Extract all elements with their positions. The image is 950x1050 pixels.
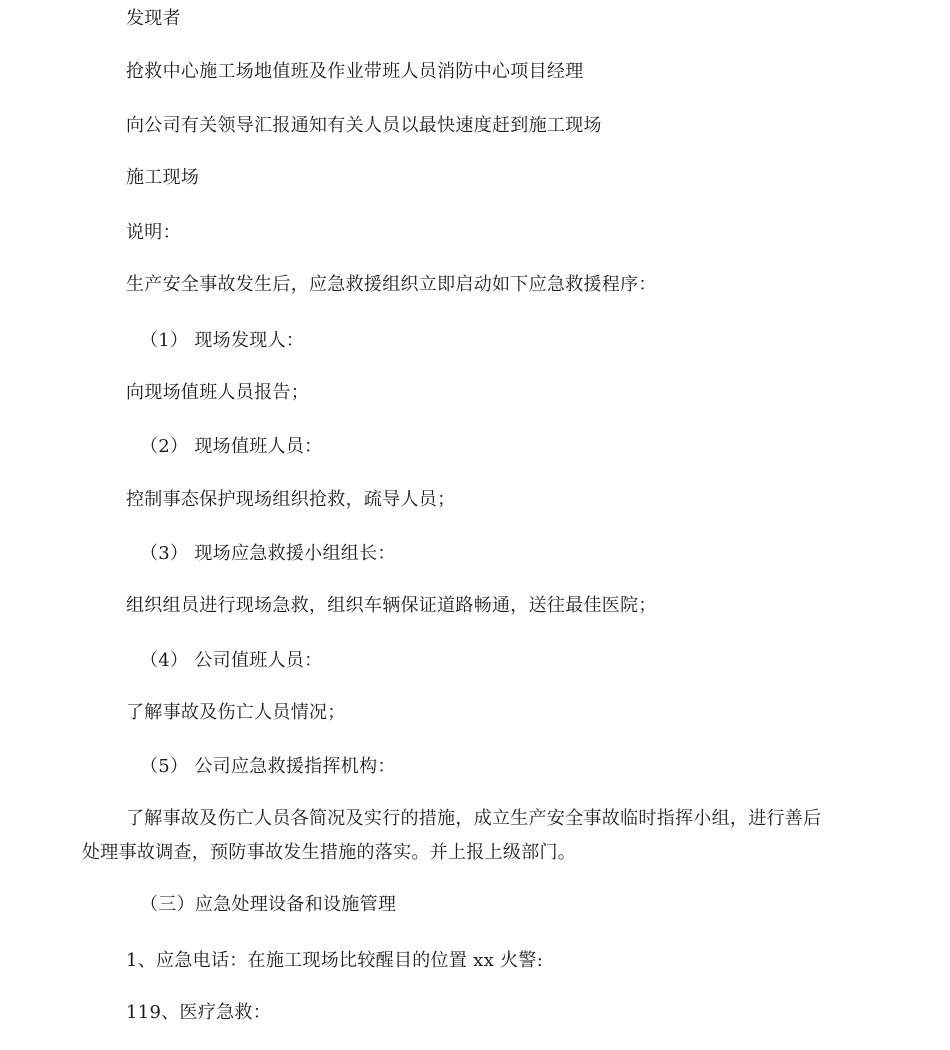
text-line: 发现者 (126, 8, 181, 29)
text-line: 向公司有关领导汇报通知有关人员以最快速度赶到施工现场 (126, 115, 602, 136)
text-line: 了解事故及伤亡人员各简况及实行的措施，成立生产安全事故临时指挥小组，进行善后 (126, 808, 822, 829)
text-line: 组织组员进行现场急救，组织车辆保证道路畅通，送往最佳医院； (126, 595, 657, 616)
text-line: 处理事故调查，预防事故发生措施的落实。并上报上级部门。 (82, 842, 577, 863)
text-line: 生产安全事故发生后，应急救援组织立即启动如下应急救援程序： (126, 274, 657, 295)
text-line: 施工现场 (126, 167, 200, 188)
list-item-heading: （4） 公司值班人员： (140, 650, 323, 671)
text-line: 抢救中心施工场地值班及作业带班人员消防中心项目经理 (126, 61, 584, 82)
list-item-heading: （3） 现场应急救援小组组长： (140, 543, 396, 564)
list-item-heading: （2） 现场值班人员： (140, 436, 323, 457)
text-line: 说明： (126, 222, 181, 243)
text-line: 向现场值班人员报告； (126, 382, 309, 403)
list-item-heading: （1） 现场发现人： (140, 330, 305, 351)
list-item-heading: （5） 公司应急救援指挥机构： (140, 756, 396, 777)
section-heading: （三）应急处理设备和设施管理 (140, 894, 397, 915)
text-line: 1、应急电话：在施工现场比较醒目的位置 xx 火警: (126, 950, 544, 971)
text-line: 119、医疗急救： (126, 1002, 272, 1023)
text-line: 了解事故及伤亡人员情况； (126, 702, 346, 723)
text-line: 控制事态保护现场组织抢救，疏导人员； (126, 489, 456, 510)
